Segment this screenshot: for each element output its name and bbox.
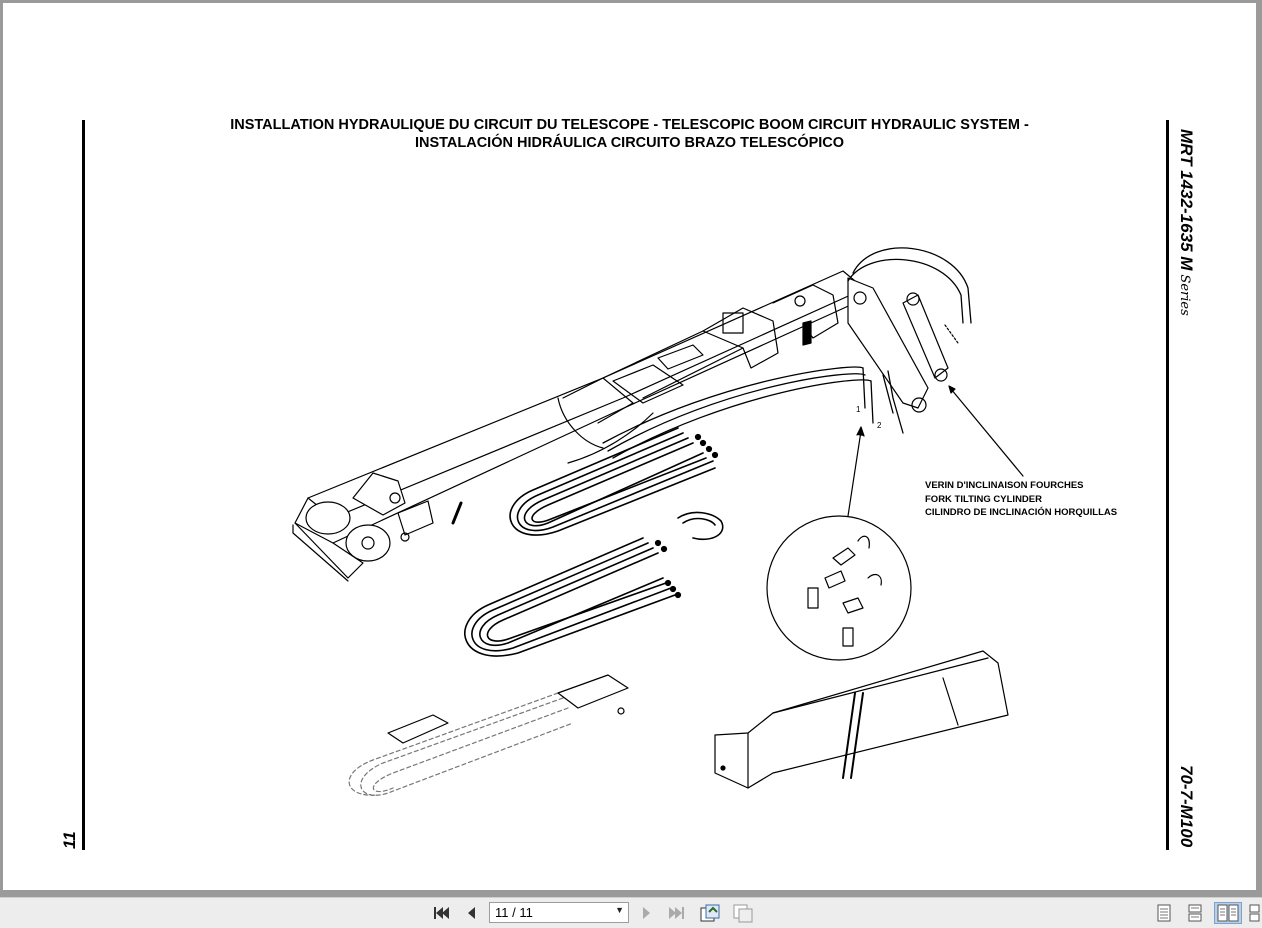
facing-pages-view-icon (1217, 904, 1239, 922)
single-page-view-button[interactable] (1153, 902, 1175, 924)
page-number-input[interactable] (489, 902, 629, 923)
hose-carrier-brackets (388, 675, 628, 743)
previous-view-icon (699, 903, 721, 923)
continuous-facing-view-icon (1249, 904, 1261, 922)
hose-carrier-dashed (349, 693, 573, 795)
last-page-button[interactable] (666, 902, 688, 924)
hose-label-1: 1 (856, 405, 861, 414)
detail-circle (767, 427, 911, 660)
next-page-button[interactable] (636, 902, 658, 924)
continuous-facing-view-button[interactable] (1248, 902, 1262, 924)
boom-cover (715, 651, 1008, 788)
document-number: 70-7-M100 (1177, 765, 1196, 848)
page-number: 11 (60, 831, 79, 849)
next-page-icon (641, 905, 653, 921)
previous-page-icon (465, 905, 477, 921)
telescopic-boom (293, 271, 855, 581)
previous-page-button[interactable] (460, 902, 482, 924)
first-page-button[interactable] (430, 902, 452, 924)
callout-en: FORK TILTING CYLINDER (925, 494, 1042, 505)
hose-coil-lower (465, 512, 723, 656)
document-page (3, 3, 1256, 890)
callout-fr: VERIN D'INCLINAISON FOURCHES (925, 480, 1084, 491)
model-name: MRT 1432-1635 M (1177, 129, 1196, 271)
next-view-icon (732, 903, 754, 923)
callout-leader (951, 389, 1023, 476)
continuous-view-button[interactable] (1184, 902, 1206, 924)
previous-view-button[interactable] (698, 902, 722, 924)
dropdown-arrow-icon[interactable]: ▼ (615, 905, 624, 915)
facing-pages-view-button[interactable] (1214, 902, 1242, 924)
viewer-toolbar (0, 897, 1262, 928)
hose-label-2: 2 (877, 421, 882, 430)
hydraulic-diagram (3, 3, 1256, 890)
page-title-line-1: INSTALLATION HYDRAULIQUE DU CIRCUIT DU TELESCOPE - TELESCOPIC BOOM CIRCUIT HYDRAULIC SYSTEM - (230, 117, 1029, 133)
continuous-view-icon (1187, 904, 1203, 922)
first-page-icon (432, 905, 450, 921)
last-page-icon (668, 905, 686, 921)
single-page-view-icon (1156, 904, 1172, 922)
page-title-line-2: INSTALACIÓN HIDRÁULICA CIRCUITO BRAZO TELESCÓPICO (414, 135, 845, 151)
next-view-button[interactable] (731, 902, 755, 924)
page-number-value: 11 / 11 (495, 905, 533, 920)
series-label: Series (1177, 274, 1192, 316)
callout-es: CILINDRO DE INCLINACIÓN HORQUILLAS (925, 507, 1118, 518)
